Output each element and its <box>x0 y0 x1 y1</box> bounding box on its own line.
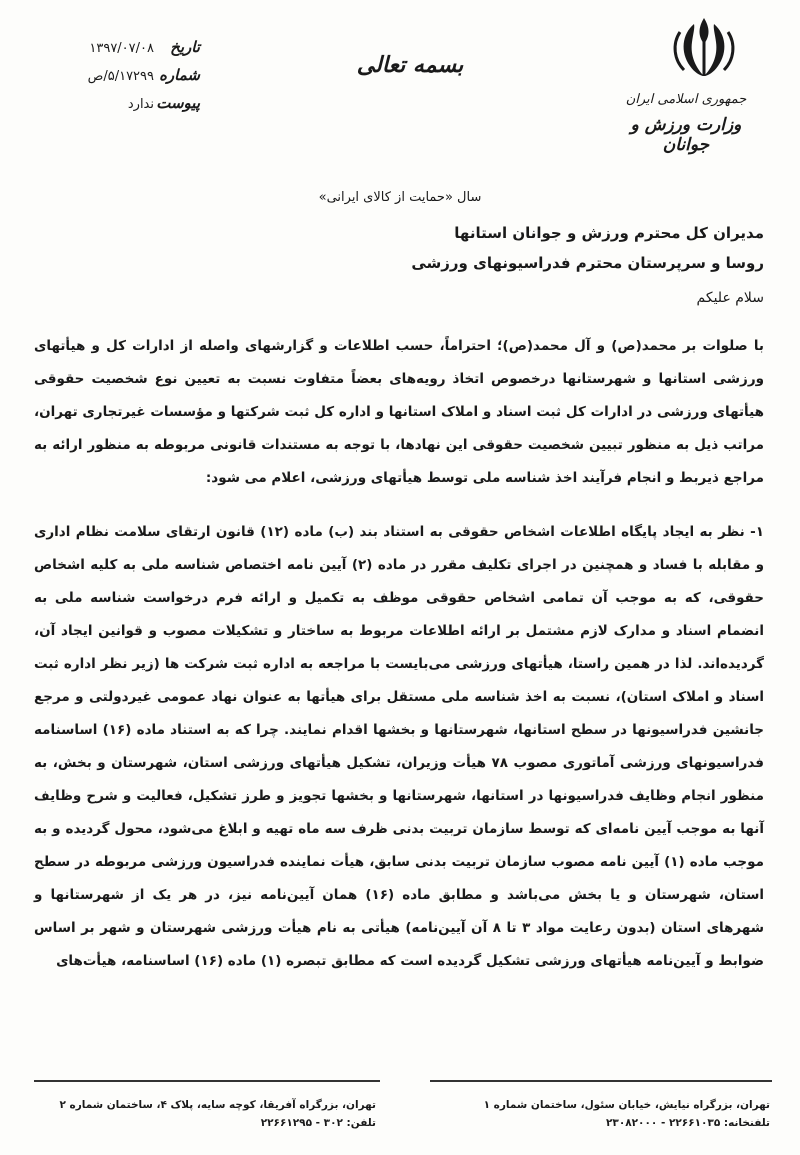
addressee-line-1: مدیران کل محترم ورزش و جوانان استانها <box>454 224 764 242</box>
year-slogan: سال «حمایت از کالای ایرانی» <box>318 190 482 205</box>
ministry-name: وزارت ورزش و جوانان <box>630 115 742 155</box>
address-1-phone: تلفنخانه: ۲۲۶۶۱۰۳۵ - ۲۳۰۸۲۰۰۰ <box>606 1117 770 1129</box>
greeting: سلام علیکم <box>696 290 764 306</box>
iran-emblem-icon <box>668 14 740 84</box>
date-label: تاریخ <box>170 38 200 56</box>
attachment-row <box>30 94 200 122</box>
ministry-block <box>606 92 766 155</box>
letter-meta <box>30 38 200 122</box>
number-value: ۵/۱۷۲۹۹/ص <box>87 69 154 84</box>
item-1-number: ۱- <box>750 524 765 540</box>
number-row <box>30 66 200 94</box>
footer-address-building-1 <box>430 1096 770 1132</box>
addressee-line-2: روسا و سرپرستان محترم فدراسیونهای ورزشی <box>411 254 764 272</box>
date-row <box>30 38 200 66</box>
address-1-line: تهران، بزرگراه نیایش، خیابان سئول، ساختمان شماره ۱ <box>483 1099 770 1111</box>
address-2-line: تهران، بزرگراه آفریقا، کوچه سایه، پلاک ۴، ساختمان شماره ۲ <box>59 1099 376 1111</box>
footer-divider-right <box>430 1080 772 1082</box>
item-1-text: نظر به ایجاد پایگاه اطلاعات اشخاص حقوقی به استناد بند (ب) ماده (۱۲) قانون ارتقای سلامت نظام اداری و مقابله با فساد و همچنین در اجرای تکلیف مقرر در ماده (۲) آیین نامه اختصاص شناسه ملی به کلیه اشخاص حقوقی، که به موجب آن تمامی اشخاص حقوقی موظف به تکمیل و ارائه فرم درخواست شناسه ملی به انضمام اسناد و مدارک لازم مشتمل بر ارائه اطلاعات مربوط به ساختار و تشکیلات مصوب و قوانین ایجاد آن، گردیده‌اند. لذا در همین راستا، هیأتهای ورزشی می‌بایست با مراجعه به اداره ثبت شرکت ها (زیر نظر اداره ثبت اسناد و املاک استان)، نسبت به اخذ شناسه ملی مستقل برای هیأتها به عنوان نهاد عمومی غیردولتی و مرجع جانشین فدراسیونها در سطح استانها، شهرستانها و بخشها اقدام نمایند. چرا که به استناد ماده (۱۶) اساسنامه فدراسیونهای ورزشی آماتوری مصوب ۷۸ هیأت وزیران، تشکیل هیأتهای ورزشی استان، شهرستان و بخش، به منظور انجام وظایف فدراسیونها در استانها، شهرستانها و بخشها تجویز و طرز تشکیل، فعالیت و شرح وظایف آنها به موجب آیین نامه‌ای که توسط سازمان تربیت بدنی ظرف سه ماه تهیه و ابلاغ می‌شود، محول گردیده و به موجب ماده (۱) آیین نامه مصوب سازمان تربیت بدنی سابق، هیأت نماینده فدراسیون ورزشی مربوطه در سطح استان، شهرستان و یا بخش می‌باشد و مطابق ماده (۱۶) همان آیین‌نامه نیز، در هر یک از شهرستانها و شهرهای استان (بدون رعایت مواد ۳ تا ۸ آن آیین‌نامه) هیأتی به نام هیأت ورزشی شهرستان و شهر بر اساس ضوابط و آیین‌نامه هیأتهای ورزشی تشکیل گردیده است که مطابق تبصره (۱) ماده (۱۶) اساسنامه، هیأت‌های <box>34 524 764 969</box>
attachment-label: پیوست <box>156 94 200 112</box>
footer-address-building-2 <box>36 1096 376 1132</box>
address-2-phone: تلفن: ۳۰۲ - ۲۲۶۶۱۲۹۵ <box>260 1117 376 1129</box>
country-name: جمهوری اسلامی ایران <box>625 92 747 107</box>
item-1-paragraph <box>34 516 764 978</box>
attachment-value: ندارد <box>127 97 154 112</box>
addressee-block <box>411 218 764 278</box>
intro-paragraph: با صلوات بر محمد(ص) و آل محمد(ص)؛ احتراماً، حسب اطلاعات و گزارشهای واصله از ادارات کل و هیأتهای ورزشی استانها و شهرستانها درخصوص اتخاذ رویه‌های بعضاً متفاوت نسبت به تعیین نوع شخصیت حقوقی هیأتهای ورزشی در ادارات کل ثبت اسناد و املاک استانها و اداره کل ثبت شرکتها و مؤسسات غیرتجاری تهران، مراتب ذیل به منظور تبیین شخصیت حقوقی این نهادها، با توجه به مستندات قانونی مربوطه به منظور ارائه به مراجع ذیربط و انجام فرآیند اخذ شناسه ملی توسط هیأتهای ورزشی، اعلام می شود: <box>34 338 764 486</box>
number-label: شماره <box>159 66 200 84</box>
footer-divider-left <box>34 1080 380 1082</box>
date-value: ۱۳۹۷/۰۷/۰۸ <box>89 41 154 56</box>
basmala: بسمه تعالی <box>356 52 464 78</box>
